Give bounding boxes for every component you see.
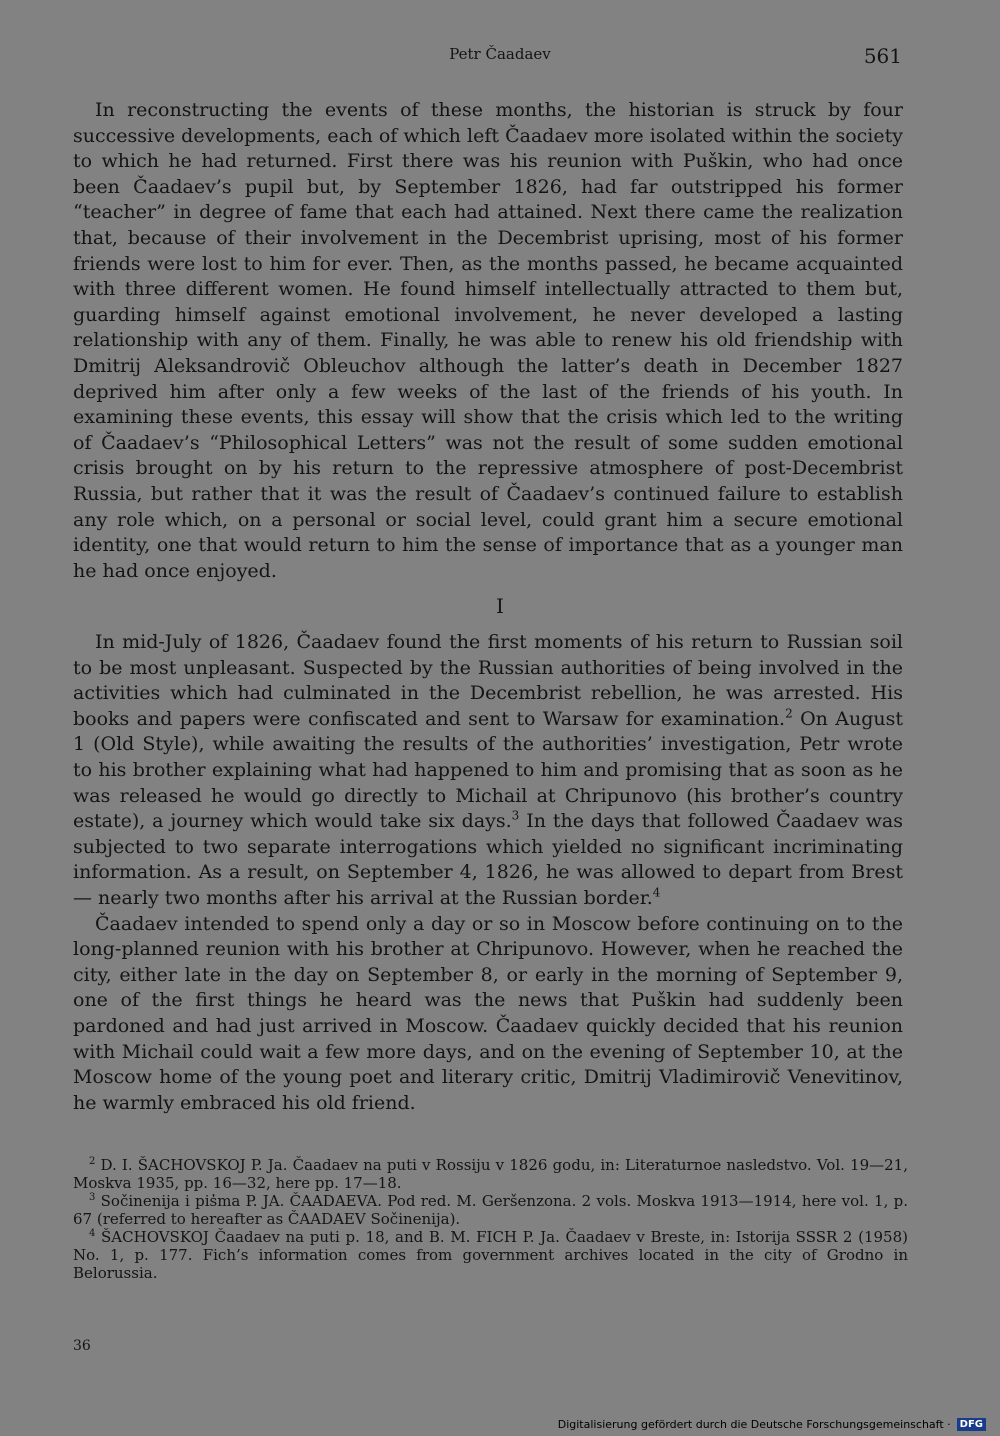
footnote-text: D. I. ŠACHOVSKOJ P. Ja. Čaadaev na puti v Rossiju v 1826 godu, in: Literaturnoe nasledstvo. Vol. 19—21, Moskva 1935, pp. 16—32, here pp. 17—18. bbox=[73, 1156, 908, 1192]
dfg-logo: DFG bbox=[957, 1418, 986, 1431]
footnote-ref-2: 2 bbox=[785, 706, 793, 721]
paragraph-text: In mid-July of 1826, Čaadaev found the first moments of his return to Russian soil to be most unpleasant. Suspected by the Russian authorities of being involved in the activities which had culminated in the Decembrist rebellion, he was arrested. His books and papers were confiscated and sent to Warsaw for examination. bbox=[73, 631, 903, 730]
footnote-3 bbox=[73, 1192, 908, 1228]
footnote-2 bbox=[73, 1156, 908, 1192]
footnote-text: Sočinenija i pis̓ma P. JA. ČAADAEVA. Pod red. M. Geršenzona. 2 vols. Moskva 1913—1914, here vol. 1, p. 67 (referred to hereafter as ČAADAEV Sočinenija). bbox=[73, 1192, 908, 1228]
intro-paragraph bbox=[73, 98, 903, 584]
footnotes bbox=[73, 1156, 908, 1282]
funding-notice bbox=[558, 1418, 986, 1431]
footnote-ref-3: 3 bbox=[511, 808, 520, 823]
footnote-mark: 3 bbox=[89, 1192, 96, 1203]
intro-paragraph-text: In reconstructing the events of these months, the historian is struck by four successive developments, each of which left Čaadaev more isolated within the society to which he had returned. First there was his reunion with Puškin, who had once been Čaadaev’s pupil but, by September 1826, had far outstripped his former “teacher” in degree of fame that each had attained. Next there came the realization that, because of their involvement in the Decembrist uprising, most of his former friends were lost to him for ever. Then, as the months passed, he became acquainted with three different women. He found himself intellectually attracted to them but, guarding himself against emotional involvement, he never developed a lasting relationship with any of them. Finally, he was able to renew his old friendship with Dmitrij Aleksandrovič Obleuchov although the latter’s death in December 1827 deprived him after only a few weeks of the last of the friends of his youth. In examining these events, this essay will show that the crisis which led to the writing of Čaadaev’s “Philosophical Letters” was not the result of some sudden emotional crisis brought on by his return to the repressive atmosphere of post-Decembrist Russia, but rather that it was the result of Čaadaev’s continued failure to establish any role which, on a personal or social level, could grant him a secure emotional identity, one that would return to him the sense of importance that as a younger man he had once enjoyed. bbox=[73, 99, 903, 582]
footnote-mark: 2 bbox=[89, 1156, 96, 1167]
section-paragraph-1 bbox=[73, 630, 903, 912]
footnote-ref-4: 4 bbox=[652, 885, 661, 900]
running-header-title: Petr Čaadaev bbox=[449, 45, 551, 63]
printer-signature-mark: 36 bbox=[73, 1338, 91, 1354]
funding-notice-text: Digitalisierung gefördert durch die Deutsche Forschungsgemeinschaft · bbox=[557, 1418, 951, 1431]
footnote-4 bbox=[73, 1228, 908, 1282]
page-number: 561 bbox=[863, 44, 902, 68]
section-numeral: I bbox=[496, 594, 504, 618]
paragraph-text: In the days that followed Čaadaev was subjected to two separate interrogations which yielded no significant incriminating information. As a result, on September 4, 1826, he was allowed to depart from Brest — nearly two months after his arrival at the Russian border. bbox=[73, 810, 903, 909]
footnote-text: ŠACHOVSKOJ Čaadaev na puti p. 18, and B. M. FICH P. Ja. Čaadaev v Breste, in: Istorija SSSR 2 (1958) No. 1, p. 177. Fich’s information comes from government archives located in the city of Grodno in Belorussia. bbox=[73, 1228, 908, 1282]
paragraph-text: On August 1 (Old Style), while awaiting the results of the authorities’ investigation, Petr wrote to his brother explaining what had happened to him and promising that as soon as he was released he would go directly to Michail at Chripunovo (his brother’s country estate), a journey which would take six days. bbox=[73, 707, 903, 833]
section-body bbox=[73, 630, 903, 1116]
footnote-mark: 4 bbox=[89, 1228, 96, 1239]
section-paragraph-2: Čaadaev intended to spend only a day or so in Moscow before continuing on to the long-planned reunion with his brother at Chripunovo. However, when he reached the city, either late in the day on September 8, or early in the morning of September 9, one of the first things he heard was the news that Puškin had suddenly been pardoned and had just arrived in Moscow. Čaadaev quickly decided that his reunion with Michail could wait a few more days, and on the evening of September 10, at the Moscow home of the young poet and literary critic, Dmitrij Vladimirovič Venevitinov, he warmly embraced his old friend. bbox=[73, 912, 903, 1114]
